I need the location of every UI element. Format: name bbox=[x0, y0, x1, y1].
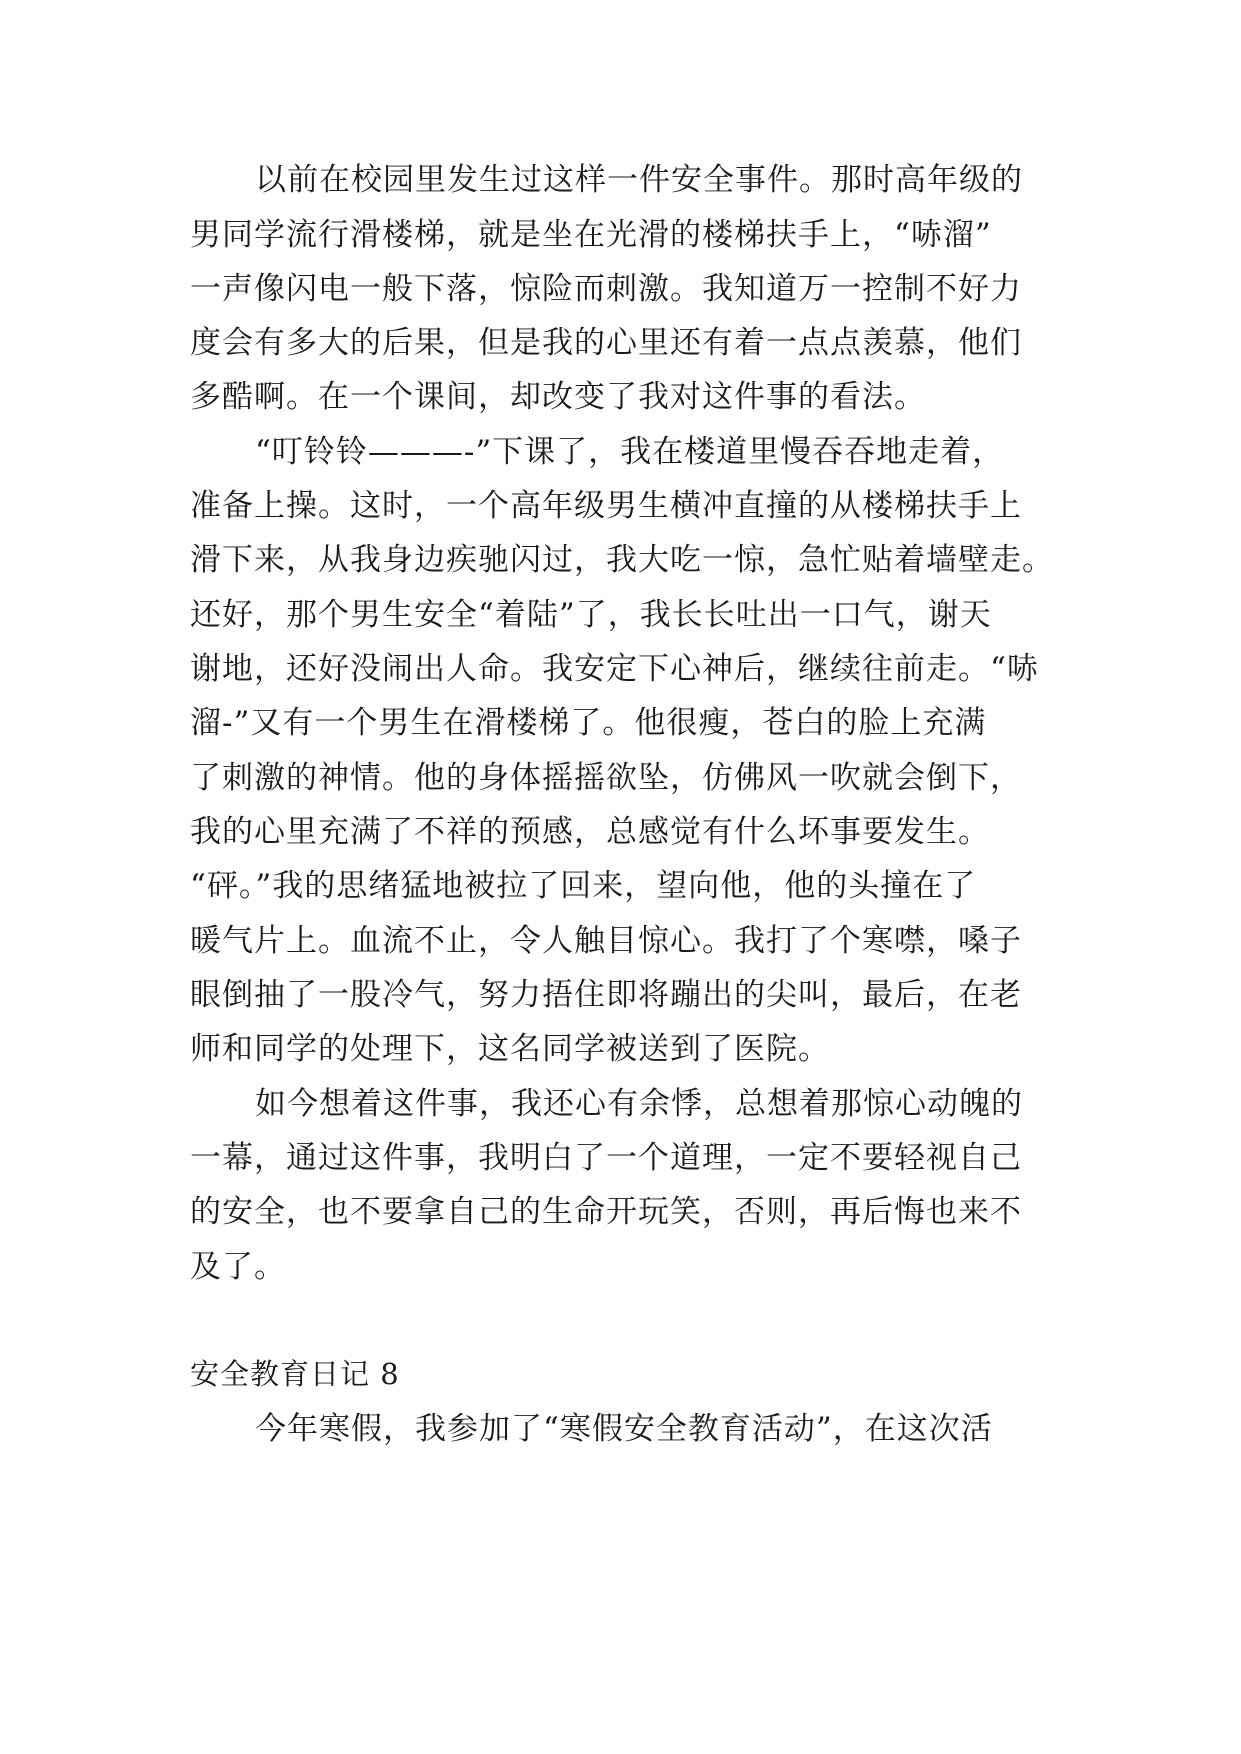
paragraph-2-line-12: 师和同学的处理下，这名同学被送到了医院。 bbox=[190, 1031, 830, 1067]
paragraph-1-line-2: 男同学流行滑楼梯，就是坐在光滑的楼梯扶手上，“哧溜” bbox=[190, 217, 992, 253]
paragraph-1-line-5: 多酷啊。在一个课间，却改变了我对这件事的看法。 bbox=[190, 379, 926, 415]
paragraph-1-line-1: 以前在校园里发生过这样一件安全事件。那时高年级的 bbox=[255, 162, 1023, 198]
paragraph-2-line-1: “叮铃铃———-”下课了，我在楼道里慢吞吞地走着， bbox=[255, 434, 1005, 470]
paragraph-2-line-10: 暖气片上。血流不止，令人触目惊心。我打了个寒噤，嗓子 bbox=[190, 923, 1022, 959]
paragraph-2-line-5: 谢地，还好没闹出人命。我安定下心神后，继续往前走。“哧 bbox=[190, 651, 1039, 687]
paragraph-2-line-3: 滑下来，从我身边疾驰闪过，我大吃一惊，急忙贴着墙壁走。 bbox=[190, 542, 1054, 578]
paragraph-2-line-8: 我的心里充满了不祥的预感，总感觉有什么坏事要发生。 bbox=[190, 814, 990, 850]
paragraph-2-line-11: 眼倒抽了一股冷气，努力捂住即将蹦出的尖叫，最后，在老 bbox=[190, 977, 1022, 1013]
paragraph-3-line-2: 一幕，通过这件事，我明白了一个道理，一定不要轻视自己 bbox=[190, 1140, 1022, 1176]
paragraph-4-line-1: 今年寒假，我参加了“寒假安全教育活动”，在这次活 bbox=[255, 1411, 993, 1447]
paragraph-3-line-1: 如今想着这件事，我还心有余悸，总想着那惊心动魄的 bbox=[255, 1086, 1023, 1122]
paragraph-3-line-4: 及了。 bbox=[190, 1249, 286, 1285]
paragraph-2-line-6: 溜-”又有一个男生在滑楼梯了。他很瘦，苍白的脸上充满 bbox=[190, 705, 987, 741]
paragraph-1-line-3: 一声像闪电一般下落，惊险而刺激。我知道万一控制不好力 bbox=[190, 271, 1022, 307]
paragraph-2-line-7: 了刺激的神情。他的身体摇摇欲坠，仿佛风一吹就会倒下， bbox=[190, 760, 1022, 796]
paragraph-3-line-3: 的安全，也不要拿自己的生命开玩笑，否则，再后悔也来不 bbox=[190, 1194, 1022, 1230]
paragraph-2-line-2: 准备上操。这时，一个高年级男生横冲直撞的从楼梯扶手上 bbox=[190, 488, 1022, 524]
section-heading: 安全教育日记 8 bbox=[190, 1357, 400, 1391]
paragraph-2-line-9: “砰。”我的思绪猛地被拉了回来，望向他，他的头撞在了 bbox=[190, 868, 977, 904]
paragraph-2-line-4: 还好，那个男生安全“着陆”了，我长长吐出一口气，谢天 bbox=[190, 597, 992, 633]
paragraph-1-line-4: 度会有多大的后果，但是我的心里还有着一点点羡慕，他们 bbox=[190, 325, 1022, 361]
